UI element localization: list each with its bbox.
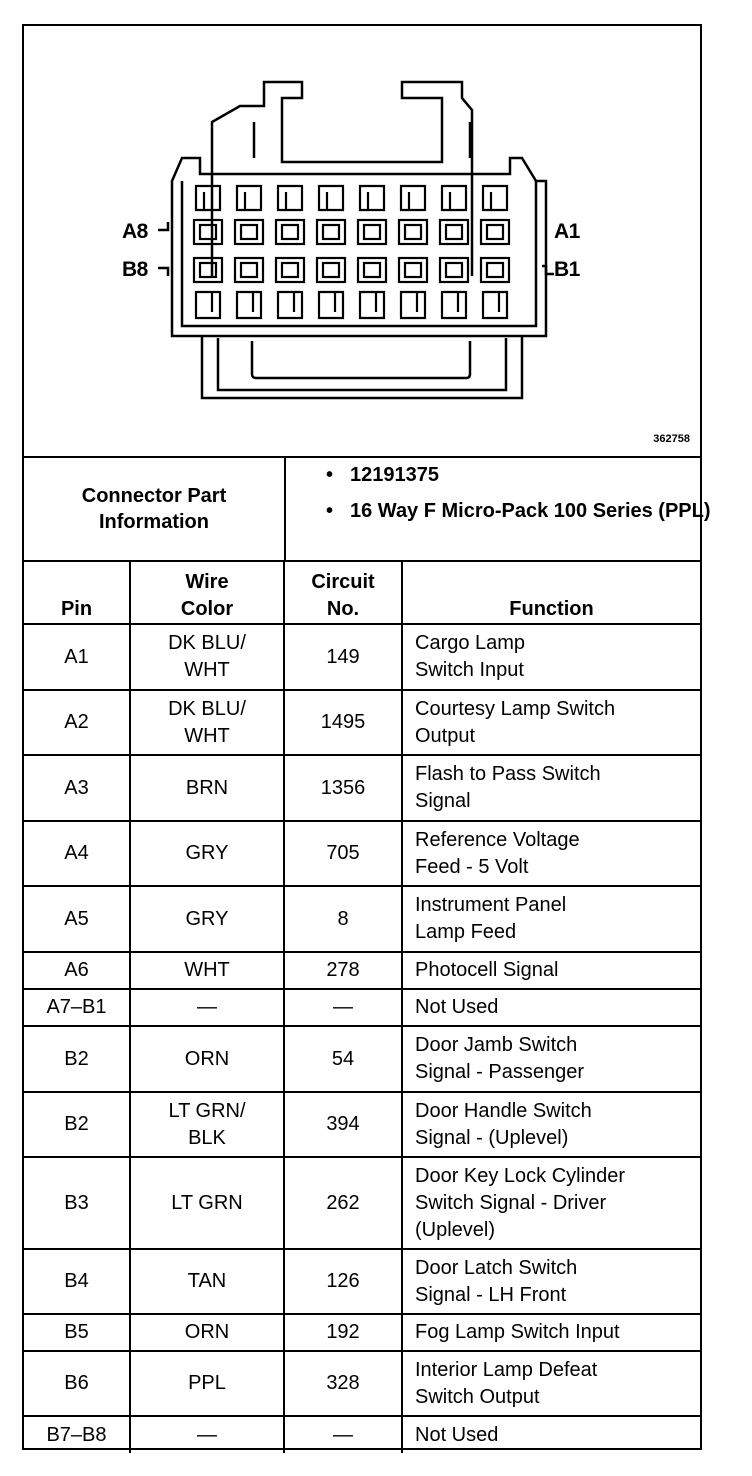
terminal-top [401,186,425,210]
header-wire-color: Wire Color [130,560,284,624]
terminal-bottom [442,292,466,318]
circuit-cell: 394 [284,1092,402,1157]
terminal-bottom [401,292,425,318]
part-number: 12191375 [350,464,439,486]
wire-color-cell: TAN [130,1249,284,1314]
table-row [24,1157,700,1249]
table-header-row [24,560,700,624]
wire-color-cell: DK BLU/ WHT [130,690,284,755]
table-row [24,1092,700,1157]
pin-cell: B4 [24,1249,130,1314]
terminal-top [319,186,343,210]
table-row [24,1416,700,1453]
terminal-b [440,258,468,282]
pin-cell: B7–B8 [24,1416,130,1453]
terminal-a [358,220,386,244]
terminal-b [481,258,509,282]
pin-cell: A3 [24,755,130,821]
terminal-b [194,258,222,282]
table-row [24,821,700,886]
terminal-top [196,186,220,210]
circuit-cell: 1356 [284,755,402,821]
pin-cell: B3 [24,1157,130,1249]
connector-info-values [286,458,711,560]
wire-color-cell: WHT [130,952,284,989]
circuit-cell: — [284,1416,402,1453]
terminal-b [399,258,427,282]
circuit-cell: 54 [284,1026,402,1092]
wire-color-cell: — [130,989,284,1026]
pin-label-a8: A8 [122,220,148,243]
table-row [24,1249,700,1314]
wire-color-cell: GRY [130,886,284,952]
wire-color-cell: — [130,1416,284,1453]
function-cell: Courtesy Lamp Switch Output [402,690,700,755]
function-cell: Not Used [402,1416,700,1453]
header-function: Function [402,560,700,624]
terminal-a [317,220,345,244]
function-cell: Cargo Lamp Switch Input [402,624,700,690]
table-row [24,1351,700,1416]
wire-color-cell: LT GRN/ BLK [130,1092,284,1157]
pin-cell: A6 [24,952,130,989]
terminal-top [278,186,302,210]
table-row [24,1314,700,1351]
terminal-b [317,258,345,282]
circuit-cell: 1495 [284,690,402,755]
terminal-a [481,220,509,244]
pin-label-b1: B1 [554,258,580,281]
function-cell: Interior Lamp Defeat Switch Output [402,1351,700,1416]
figure-id: 362758 [653,433,690,445]
table-row [24,624,700,690]
wire-color-cell: DK BLU/ WHT [130,624,284,690]
wire-color-cell: ORN [130,1314,284,1351]
terminal-a [235,220,263,244]
circuit-cell: 705 [284,821,402,886]
pin-cell: A5 [24,886,130,952]
pin-label-a1: A1 [554,220,580,243]
wire-color-cell: PPL [130,1351,284,1416]
function-cell: Door Jamb Switch Signal - Passenger [402,1026,700,1092]
terminal-b [276,258,304,282]
function-cell: Reference Voltage Feed - 5 Volt [402,821,700,886]
pin-cell: A7–B1 [24,989,130,1026]
wire-color-cell: BRN [130,755,284,821]
terminal-bottom [278,292,302,318]
terminal-bottom [319,292,343,318]
terminal-a [194,220,222,244]
terminal-a [399,220,427,244]
terminal-bottom [237,292,261,318]
connector-sheet [22,24,711,1450]
header-circuit: Circuit No. [284,560,402,624]
terminal-top [442,186,466,210]
pin-cell: A1 [24,624,130,690]
circuit-cell: 328 [284,1351,402,1416]
header-pin: Pin [24,560,130,624]
pin-label-b8: B8 [122,258,148,281]
table-row [24,690,700,755]
circuit-cell: 262 [284,1157,402,1249]
table-row [24,989,700,1026]
circuit-cell: 278 [284,952,402,989]
pin-cell: B5 [24,1314,130,1351]
connector-info-label: Connector Part Information [24,458,286,560]
bullet-icon: • [326,464,334,486]
terminal-b [235,258,263,282]
table-row [24,886,700,952]
function-cell: Instrument Panel Lamp Feed [402,886,700,952]
pin-cell: A2 [24,690,130,755]
bullet-icon: • [326,500,334,522]
function-cell: Photocell Signal [402,952,700,989]
circuit-cell: 149 [284,624,402,690]
connector-info [24,458,711,562]
wire-color-cell: ORN [130,1026,284,1092]
function-cell: Flash to Pass Switch Signal [402,755,700,821]
pin-cell: B2 [24,1092,130,1157]
connector-diagram [24,26,700,458]
terminal-b [358,258,386,282]
function-cell: Fog Lamp Switch Input [402,1314,700,1351]
connector-description: 16 Way F Micro-Pack 100 Series (PPL) [350,500,711,522]
circuit-cell: 126 [284,1249,402,1314]
terminal-bottom [483,292,507,318]
pin-table [24,560,700,1453]
terminal-bottom [360,292,384,318]
pin-cell: B6 [24,1351,130,1416]
terminal-bottom [196,292,220,318]
function-cell: Door Latch Switch Signal - LH Front [402,1249,700,1314]
terminal-top [483,186,507,210]
terminal-a [276,220,304,244]
terminal-top [360,186,384,210]
terminal-top [237,186,261,210]
pin-cell: B2 [24,1026,130,1092]
circuit-cell: — [284,989,402,1026]
table-row [24,755,700,821]
circuit-cell: 192 [284,1314,402,1351]
table-row [24,952,700,989]
terminal-a [440,220,468,244]
function-cell: Door Key Lock Cylinder Switch Signal - Driver (Uplevel) [402,1157,700,1249]
table-row [24,1026,700,1092]
function-cell: Not Used [402,989,700,1026]
wire-color-cell: LT GRN [130,1157,284,1249]
wire-color-cell: GRY [130,821,284,886]
function-cell: Door Handle Switch Signal - (Uplevel) [402,1092,700,1157]
pin-cell: A4 [24,821,130,886]
circuit-cell: 8 [284,886,402,952]
